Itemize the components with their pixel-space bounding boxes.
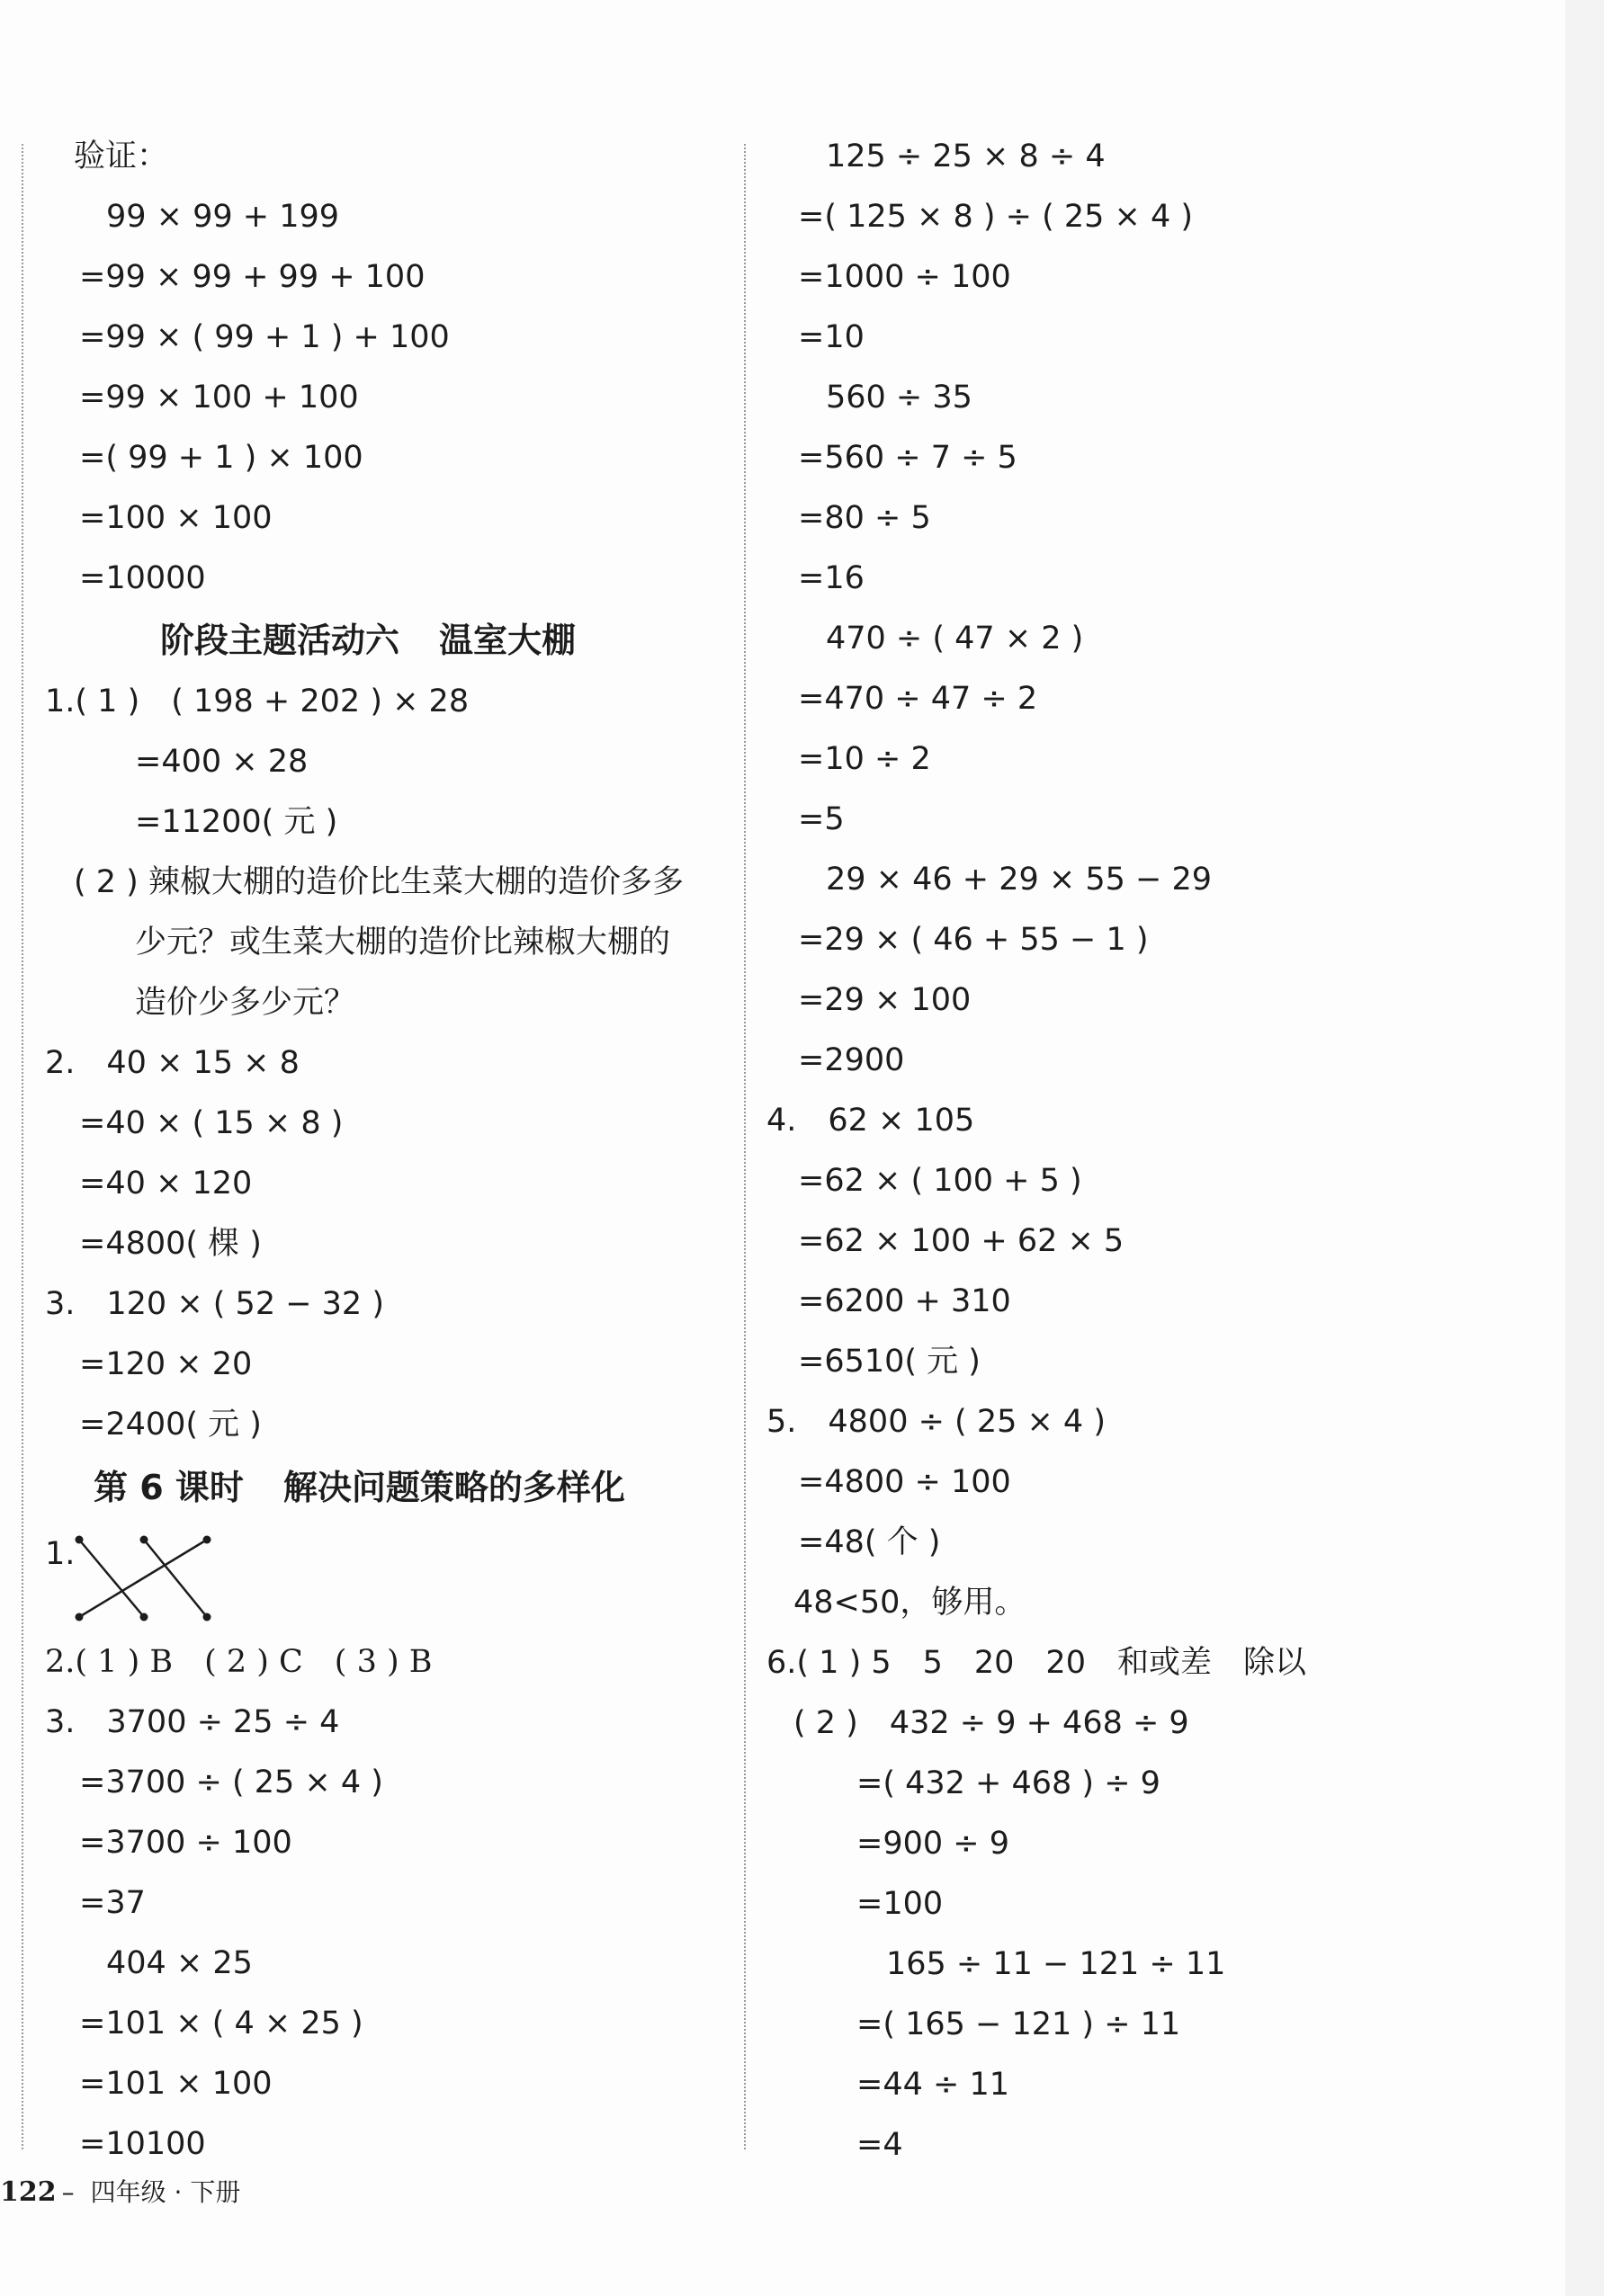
q4-line: =6200 + 310 (798, 1283, 1011, 1319)
matching-lines-diagram (72, 1529, 225, 1623)
lesson-q3-line: =3700 ÷ ( 25 × 4 ) (79, 1764, 383, 1800)
calc-line: =( 125 × 8 ) ÷ ( 25 × 4 ) (798, 199, 1194, 235)
q6-line: =100 (856, 1886, 944, 1922)
lesson-q3-line: 3. 3700 ÷ 25 ÷ 4 (45, 1704, 340, 1740)
q6-line: =44 ÷ 11 (856, 2067, 1009, 2103)
q2-line: =40 × 120 (79, 1166, 253, 1202)
calc-line: =1000 ÷ 100 (798, 259, 1011, 295)
match-dot (203, 1613, 211, 1621)
q3-line: =120 × 20 (79, 1346, 253, 1382)
verify-line: =10000 (79, 560, 206, 596)
calc-line: =2900 (798, 1042, 905, 1078)
column-divider (744, 144, 746, 2149)
book-label: 四年级 · 下册 (90, 2177, 241, 2207)
q6-line: 6.( 1 ) 5 5 20 20 和或差 除以 (766, 1645, 1306, 1681)
section-title-sub: 温室大棚 (439, 621, 577, 660)
q2-line: =40 × ( 15 × 8 ) (79, 1105, 344, 1141)
calc-line: =560 ÷ 7 ÷ 5 (798, 440, 1017, 476)
lesson-q3-line: =10100 (79, 2126, 206, 2162)
section-title-main: 阶段主题活动六 (160, 621, 400, 660)
lesson-title-number: 第 6 课时 (94, 1468, 244, 1507)
q4-line: 4. 62 × 105 (766, 1103, 975, 1139)
calc-line: =29 × 100 (798, 982, 972, 1018)
verify-line: =100 × 100 (79, 500, 273, 536)
lesson-q3-line: =101 × ( 4 × 25 ) (79, 2006, 363, 2041)
q6-line: =4 (856, 2127, 903, 2163)
q4-line: =6510( 元 ) (798, 1344, 981, 1380)
verify-line: =99 × 99 + 99 + 100 (79, 259, 426, 295)
calc-line: 560 ÷ 35 (826, 380, 972, 415)
calc-line: =16 (798, 560, 865, 596)
calc-line: 470 ÷ ( 47 × 2 ) (826, 621, 1084, 657)
q1-line: 少元？或生菜大棚的造价比辣椒大棚的 (135, 925, 671, 960)
match-dot (203, 1536, 211, 1544)
q6-line: =900 ÷ 9 (856, 1826, 1009, 1862)
q5-line: =48( 个 ) (798, 1524, 941, 1560)
page-edge-shade (1565, 0, 1604, 2296)
q1-line: 造价少多少元？ (135, 985, 356, 1021)
calc-line: =10 ÷ 2 (798, 741, 931, 777)
q3-line: 3. 120 × ( 52 − 32 ) (45, 1286, 384, 1322)
q6-line: ( 2 ) 432 ÷ 9 + 468 ÷ 9 (793, 1705, 1189, 1741)
matching-line (79, 1540, 207, 1617)
lesson-title (94, 1466, 625, 1509)
verify-line: 99 × 99 + 199 (106, 199, 340, 235)
lesson-q3-line: =37 (79, 1885, 146, 1921)
verify-label: 验证： (74, 138, 169, 174)
left-margin-divider (22, 144, 23, 2149)
calc-line: 125 ÷ 25 × 8 ÷ 4 (826, 138, 1106, 174)
section-title (160, 619, 576, 662)
match-dot (76, 1536, 84, 1544)
match-dot (140, 1613, 148, 1621)
verify-line: =99 × 100 + 100 (79, 380, 359, 415)
match-dot (140, 1536, 148, 1544)
calc-line: 29 × 46 + 29 × 55 − 29 (826, 862, 1212, 898)
q5-line: =4800 ÷ 100 (798, 1464, 1011, 1500)
calc-line: =5 (798, 801, 845, 837)
q6-line: =( 432 + 468 ) ÷ 9 (856, 1765, 1160, 1801)
page-footer (0, 2175, 240, 2211)
q1-line: =400 × 28 (135, 744, 309, 780)
q1-line: =11200( 元 ) (135, 804, 338, 840)
lesson-q3-line: =3700 ÷ 100 (79, 1825, 292, 1861)
match-dot (76, 1613, 84, 1621)
q2-line: 2. 40 × 15 × 8 (45, 1045, 300, 1081)
lesson-q3-line: 404 × 25 (106, 1945, 253, 1981)
lesson-q3-line: =101 × 100 (79, 2066, 273, 2102)
q4-line: =62 × ( 100 + 5 ) (798, 1163, 1082, 1199)
q4-line: =62 × 100 + 62 × 5 (798, 1223, 1125, 1259)
verify-line: =( 99 + 1 ) × 100 (79, 440, 363, 476)
page-number: 122 (0, 2176, 57, 2208)
q1-line: ( 2 ) 辣椒大棚的造价比生菜大棚的造价多多 (74, 864, 684, 900)
calc-line: =80 ÷ 5 (798, 500, 931, 536)
lesson-q2-line: 2.( 1 ) B ( 2 ) C ( 3 ) B (45, 1644, 433, 1680)
calc-line: =29 × ( 46 + 55 − 1 ) (798, 922, 1149, 958)
q2-line: =4800( 棵 ) (79, 1226, 262, 1262)
calc-line: =10 (798, 319, 865, 355)
calc-line: =470 ÷ 47 ÷ 2 (798, 681, 1038, 717)
matching-line (144, 1540, 207, 1617)
q5-line: 5. 4800 ÷ ( 25 × 4 ) (766, 1404, 1106, 1440)
lesson-q1-label: 1. (45, 1536, 76, 1572)
q1-line: 1.( 1 ) ( 198 + 202 ) × 28 (45, 683, 470, 719)
q5-line: 48<50，够用。 (793, 1585, 1026, 1621)
matching-line (79, 1540, 144, 1617)
verify-line: =99 × ( 99 + 1 ) + 100 (79, 319, 450, 355)
footer-dash: – (61, 2177, 75, 2207)
q6-line: 165 ÷ 11 − 121 ÷ 11 (886, 1946, 1226, 1982)
q3-line: =2400( 元 ) (79, 1407, 262, 1443)
q6-line: =( 165 − 121 ) ÷ 11 (856, 2006, 1181, 2042)
lesson-title-topic: 解决问题策略的多样化 (282, 1468, 625, 1507)
